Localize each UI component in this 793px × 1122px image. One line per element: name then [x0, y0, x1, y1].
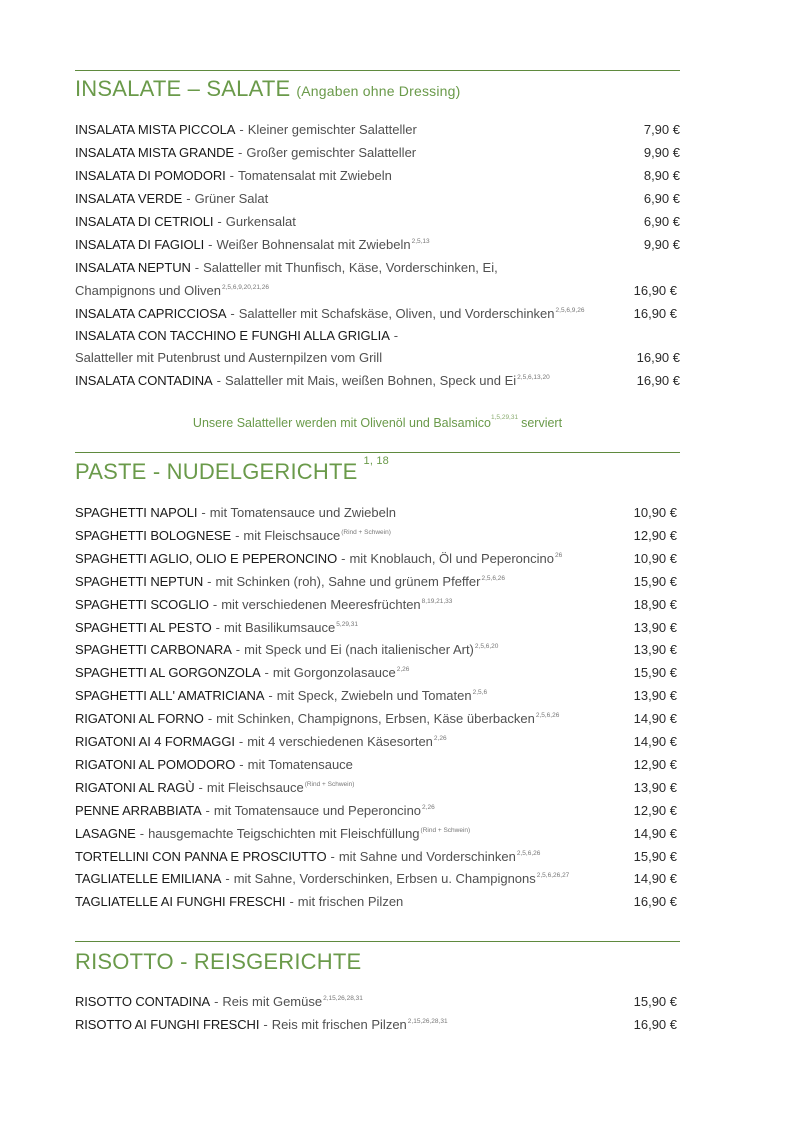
separator: -	[341, 550, 346, 566]
item-description: Salatteller mit Schafskäse, Oliven, und Vorderschinken	[238, 306, 555, 321]
item-price: 12,90 €	[633, 527, 677, 543]
item-description: Salatteller mit Putenbrust und Austernpilzen vom Grill	[75, 350, 383, 365]
item-price: 16,90 €	[636, 373, 680, 388]
note-text: Unsere Salatteller werden mit Olivenöl und Balsamico	[192, 416, 491, 430]
item-price: 13,90 €	[633, 619, 677, 635]
salad-dressing-note	[75, 416, 680, 430]
separator: -	[207, 711, 213, 727]
allergen-codes: (Rind + Schwein)	[420, 826, 471, 834]
section-heading: PASTE - NUDELGERICHTE	[75, 459, 358, 484]
item-price: 15,90 €	[633, 665, 677, 681]
item-price: 8,90 €	[643, 168, 680, 183]
separator: -	[263, 1017, 268, 1032]
item-price: 18,90 €	[633, 596, 677, 612]
item-name: SPAGHETTI BOLOGNESE	[75, 527, 232, 543]
allergen-codes: (Rind + Schwein)	[341, 528, 391, 536]
menu-item-continuation	[75, 281, 680, 301]
item-name: SPAGHETTI ALL' AMATRICIANA	[75, 688, 265, 704]
item-description: mit 4 verschiedenen Käsesorten	[247, 734, 433, 749]
section-divider	[75, 70, 680, 71]
menu-item	[75, 686, 680, 706]
allergen-codes: 2,5,6,26	[481, 574, 505, 582]
allergen-codes: 2,5,6,26	[535, 712, 560, 720]
menu-item	[75, 212, 680, 232]
menu-item	[75, 326, 680, 346]
menu-item	[75, 503, 680, 523]
item-name: RIGATONI AL FORNO	[75, 711, 204, 727]
item-name: TAGLIATELLE EMILIANA	[75, 871, 222, 887]
item-description: mit Knoblauch, Öl und Peperoncino	[349, 550, 554, 566]
allergen-codes: 2,5,6,26,27	[536, 872, 570, 880]
allergen-codes: 2,5,6,20	[474, 643, 499, 651]
item-name: SPAGHETTI NEPTUN	[75, 573, 204, 589]
item-name: INSALATA MISTA PICCOLA	[75, 122, 236, 137]
item-price: 16,90 €	[633, 1017, 677, 1032]
item-name: TORTELLINI CON PANNA E PROSCIUTTO	[75, 848, 327, 864]
menu-item	[75, 166, 680, 186]
item-name: RISOTTO CONTADINA	[75, 994, 211, 1009]
section-heading: RISOTTO - REISGERICHTE	[75, 949, 362, 974]
menu-item	[75, 778, 680, 798]
separator: -	[230, 306, 235, 321]
menu-item	[75, 618, 680, 638]
separator: -	[239, 122, 244, 137]
item-name: INSALATA DI CETRIOLI	[75, 214, 214, 229]
separator: -	[214, 994, 219, 1009]
item-description: mit Fleischsauce	[243, 527, 341, 543]
item-price: 16,90 €	[633, 283, 677, 298]
section-divider	[75, 452, 680, 453]
separator: -	[207, 573, 212, 589]
allergen-codes: 2,26	[396, 666, 410, 674]
separator: -	[239, 756, 244, 772]
item-name: TAGLIATELLE AI FUNGHI FRESCHI	[75, 894, 286, 910]
menu-item	[75, 640, 680, 660]
item-price: 16,90 €	[636, 350, 680, 365]
item-name: SPAGHETTI AL GORGONZOLA	[75, 665, 261, 681]
separator: -	[330, 848, 335, 864]
section-title-salads	[75, 76, 461, 102]
separator: -	[238, 145, 243, 160]
separator: -	[217, 214, 222, 229]
separator: -	[225, 871, 230, 887]
separator: -	[208, 237, 213, 252]
menu-item	[75, 755, 680, 775]
item-price: 6,90 €	[643, 214, 680, 229]
menu-item	[75, 371, 680, 391]
section-title-risotto	[75, 949, 361, 975]
allergen-codes: 5,29,31	[336, 620, 358, 628]
separator: -	[235, 527, 240, 543]
item-description: mit Tomatensauce	[247, 756, 353, 772]
menu-item	[75, 847, 680, 867]
separator: -	[186, 191, 191, 206]
item-description: mit frischen Pilzen	[297, 894, 404, 910]
item-price: 16,90 €	[633, 894, 677, 910]
item-price: 14,90 €	[633, 825, 677, 841]
item-price: 10,90 €	[633, 505, 677, 520]
item-price: 15,90 €	[633, 994, 677, 1009]
allergen-codes: 2,5,6,13,20	[517, 374, 550, 381]
item-description: Salatteller mit Mais, weißen Bohnen, Speck und Ei	[224, 373, 517, 388]
separator: -	[201, 505, 206, 520]
item-description: Salatteller mit Thunfisch, Käse, Vorderschinken, Ei,	[203, 260, 498, 275]
allergen-codes: 1,5,29,31	[490, 414, 519, 421]
separator: -	[289, 894, 294, 910]
allergen-codes: 2,15,26,28,31	[407, 1018, 448, 1025]
section-title-pasta	[75, 455, 389, 485]
item-description: mit Speck, Zwiebeln und Tomaten	[276, 688, 472, 704]
allergen-codes: 8,19,21,33	[421, 597, 453, 605]
item-price: 12,90 €	[633, 756, 677, 772]
allergen-codes: 2,5,6,26	[516, 849, 541, 857]
item-description: mit Gorgonzolasauce	[272, 665, 396, 681]
item-description: hausgemachte Teigschichten mit Fleischfüllung	[148, 825, 420, 841]
item-description: mit Sahne und Vorderschinken	[338, 848, 516, 864]
menu-item	[75, 258, 680, 278]
item-name: INSALATA CON TACCHINO E FUNGHI ALLA GRIGLIA	[75, 328, 390, 343]
menu-item	[75, 869, 680, 889]
separator: -	[238, 734, 244, 749]
item-name: SPAGHETTI CARBONARA	[75, 642, 232, 658]
item-description: Gurkensalat	[225, 214, 296, 229]
menu-item	[75, 892, 680, 912]
menu-item	[75, 824, 680, 844]
item-price: 15,90 €	[633, 573, 677, 589]
section-subtitle: (Angaben ohne Dressing)	[296, 83, 461, 99]
item-description: Weißer Bohnensalat mit Zwiebeln	[216, 237, 411, 252]
allergen-codes: 2,26	[433, 735, 447, 742]
menu-item	[75, 526, 680, 546]
menu-item	[75, 732, 680, 752]
menu-item	[75, 709, 680, 729]
item-description: mit Schinken (roh), Sahne und grünem Pfeffer	[215, 573, 481, 589]
menu-item	[75, 663, 680, 683]
item-price: 9,90 €	[643, 145, 680, 160]
item-name: INSALATA CONTADINA	[75, 373, 213, 388]
item-name: SPAGHETTI NAPOLI	[75, 505, 198, 520]
item-name: INSALATA DI FAGIOLI	[75, 237, 205, 252]
item-price: 13,90 €	[633, 642, 677, 658]
menu-item	[75, 1015, 680, 1035]
separator: -	[139, 825, 145, 841]
menu-item	[75, 595, 680, 615]
menu-item	[75, 549, 680, 569]
item-price: 13,90 €	[633, 688, 677, 704]
item-description: mit verschiedenen Meeresfrüchten	[221, 596, 421, 612]
item-description: mit Tomatensauce und Zwiebeln	[209, 505, 396, 520]
item-description: mit Speck und Ei (nach italienischer Art)	[244, 642, 474, 658]
allergen-codes: 2,26	[422, 803, 435, 811]
item-price: 10,90 €	[633, 550, 677, 566]
item-name: SPAGHETTI SCOGLIO	[75, 596, 209, 612]
item-name: SPAGHETTI AGLIO, OLIO E PEPERONCINO	[75, 550, 338, 566]
separator: -	[215, 619, 221, 635]
item-name: SPAGHETTI AL PESTO	[75, 619, 212, 635]
menu-item	[75, 235, 680, 255]
item-name: RISOTTO AI FUNGHI FRESCHI	[75, 1017, 260, 1032]
allergen-codes: 1, 18	[363, 455, 389, 467]
item-price: 14,90 €	[633, 734, 677, 749]
item-name: INSALATA MISTA GRANDE	[75, 145, 234, 160]
section-heading: INSALATE – SALATE	[75, 76, 291, 101]
separator: -	[198, 779, 203, 795]
item-name: RIGATONI AI 4 FORMAGGI	[75, 734, 235, 749]
item-price: 7,90 €	[643, 122, 680, 137]
menu-item	[75, 304, 680, 324]
item-price: 13,90 €	[633, 779, 677, 795]
item-price: 14,90 €	[633, 711, 677, 727]
note-text: serviert	[521, 416, 563, 430]
item-price: 14,90 €	[633, 871, 677, 887]
item-price: 16,90 €	[633, 306, 677, 321]
item-description: Champignons und Oliven	[75, 283, 221, 298]
item-description: Grüner Salat	[194, 191, 269, 206]
menu-item	[75, 992, 680, 1012]
allergen-codes: (Rind + Schwein)	[304, 780, 355, 788]
item-description: Reis mit Gemüse	[222, 994, 323, 1009]
item-description: mit Tomatensauce und Peperoncino	[213, 802, 422, 818]
separator: -	[194, 260, 200, 275]
item-description: mit Basilikumsauce	[224, 619, 336, 635]
separator: -	[229, 168, 234, 183]
item-description: mit Sahne, Vorderschinken, Erbsen u. Champignons	[233, 871, 536, 887]
separator: -	[212, 596, 218, 612]
item-name: PENNE ARRABBIATA	[75, 802, 202, 818]
item-price: 9,90 €	[643, 237, 680, 252]
item-name: RIGATONI AL POMODORO	[75, 756, 236, 772]
item-name: LASAGNE	[75, 825, 136, 841]
item-description: Tomatensalat mit Zwiebeln	[238, 168, 392, 183]
item-price: 15,90 €	[633, 848, 677, 864]
item-description: Großer gemischter Salatteller	[246, 145, 417, 160]
separator: -	[393, 328, 399, 343]
menu-item	[75, 572, 680, 592]
allergen-codes: 2,15,26,28,31	[323, 995, 363, 1002]
item-name: INSALATA VERDE	[75, 191, 183, 206]
item-description: Reis mit frischen Pilzen	[271, 1017, 407, 1032]
item-description: mit Schinken, Champignons, Erbsen, Käse überbacken	[216, 711, 535, 727]
separator: -	[216, 373, 221, 388]
menu-item-continuation	[75, 348, 680, 368]
item-price: 12,90 €	[633, 802, 677, 818]
separator: -	[268, 688, 273, 704]
item-name: RIGATONI AL RAGÙ	[75, 779, 195, 795]
item-name: INSALATA NEPTUN	[75, 260, 191, 275]
item-price: 6,90 €	[643, 191, 680, 206]
item-name: INSALATA DI POMODORI	[75, 168, 226, 183]
section-divider	[75, 941, 680, 942]
item-name: INSALATA CAPRICCIOSA	[75, 306, 227, 321]
allergen-codes: 2,5,6,9,20,21,26	[221, 284, 269, 291]
separator: -	[235, 642, 241, 658]
item-description: mit Fleischsauce	[206, 779, 304, 795]
menu-item	[75, 120, 680, 140]
separator: -	[205, 802, 210, 818]
allergen-codes: 2,5,13	[411, 238, 430, 245]
menu-item	[75, 801, 680, 821]
allergen-codes: 26	[554, 551, 563, 559]
separator: -	[264, 665, 269, 681]
item-description: Kleiner gemischter Salatteller	[247, 122, 417, 137]
allergen-codes: 2,5,6,9,26	[555, 307, 585, 314]
menu-item	[75, 189, 680, 209]
menu-item	[75, 143, 680, 163]
allergen-codes: 2,5,6	[472, 689, 488, 697]
